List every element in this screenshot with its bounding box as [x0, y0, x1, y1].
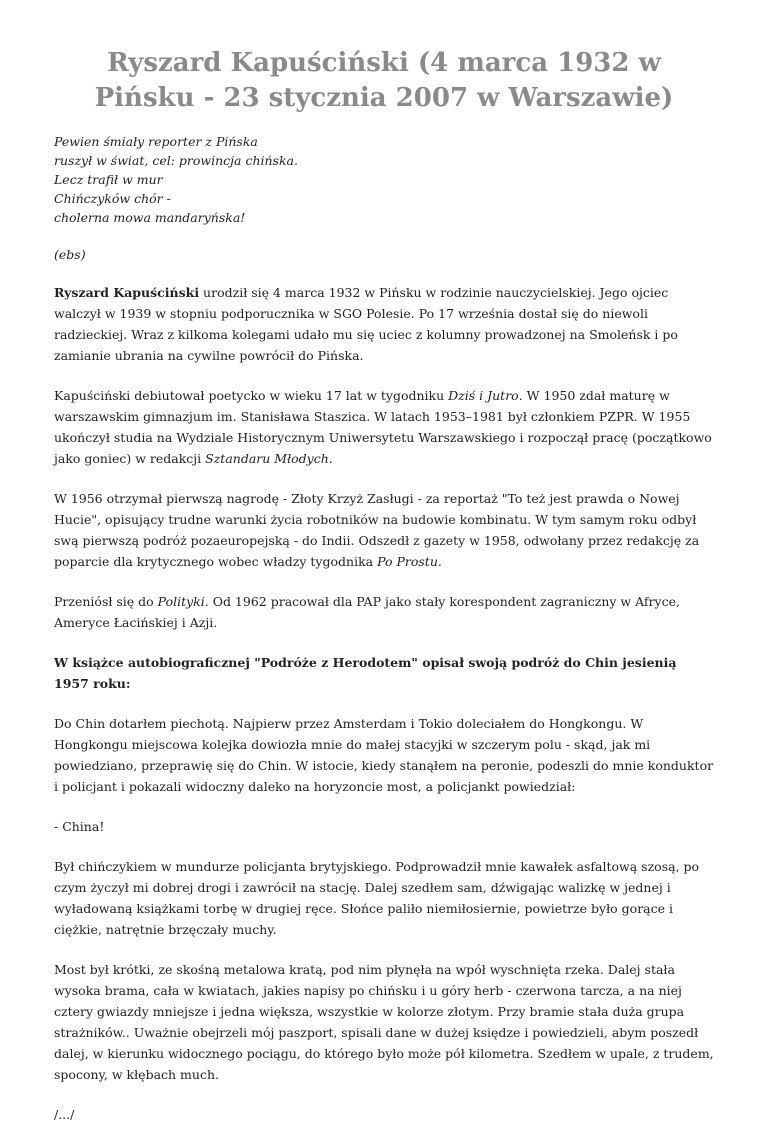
- paragraph-quote-1: Do Chin dotarłem piechotą. Najpierw przez Amsterdam i Tokio doleciałem do Hongkongu. W Hongkongu miejscowa kolejka dowiozła mnie do małej stacyjki w szczerym polu - skąd, jak mi powiedziano, przeprawię się do Chin. W istocie, kiedy stanąłem na peronie, podeszli do mnie konduktor i policjant i pokazali widoczny daleko na horyzoncie most, a policjankt powiedział:: [54, 716, 714, 794]
- paragraph-text: Przeniósł się do: [54, 594, 158, 609]
- paragraph-ellipsis: /.../: [54, 1107, 75, 1122]
- paragraph-quote-3: Most był krótki, ze skośną metalowa kratą, pod nim płynęła na wpół wyschnięta rzeka. Dalej stała wysoka brama, cała w kwiatach, jakies napisy po chińsku i u góry herb - czerwona tarcza, a na niej cztery gwiazdy mniejsze i jedna większa, wszystkie w kolorze złotym. Przy bramie stała duża grupa strażników.. Uważnie obejrzeli mój paszport, spisali dane w dużej księdze i powiedzieli, abym poszedł dalej, w kierunku widocznego pociągu, do którego było może pół kilometra. Szedłem w upale, z trudem, spocony, w kłębach much.: [54, 962, 714, 1082]
- page-title: Ryszard Kapuściński (4 marca 1932 w Pińsku - 23 stycznia 2007 w Warszawie): [94, 48, 674, 113]
- subject-name: Ryszard Kapuściński: [54, 285, 200, 300]
- magazine-title: Dziś i Jutro: [448, 388, 519, 403]
- paragraph-award: [54, 488, 714, 572]
- poem-line: cholerna mowa mandaryńska!: [54, 210, 246, 225]
- limerick-poem: [54, 132, 714, 227]
- paragraph-debut: [54, 385, 714, 469]
- paragraph-text: . Od 1962 pracował dla PAP jako stały korespondent zagraniczny w Afryce, Ameryce Łacińskiej i Azji.: [54, 594, 680, 630]
- poem-line: Pewien śmiały reporter z Pińska: [54, 134, 258, 149]
- paragraph-text: urodził się 4 marca 1932 w Pińsku w rodzinie nauczycielskiej. Jego ojciec walczył w 1939 w stopniu podporucznika w SGO Polesie. Po 17 września dostał się do niewoli radzieckiej. Wraz z kilkoma kolegami udało mu się uciec z kolumny prowadzonej na Smoleńsk i po zamianie ubrania na cywilne powrócił do Pińska.: [54, 285, 678, 363]
- magazine-title: Po Prostu: [377, 554, 438, 569]
- poem-line: ruszył w świat, cel: prowincja chińska.: [54, 153, 298, 168]
- magazine-title: Polityki: [157, 594, 205, 609]
- poem-author: (ebs): [54, 247, 86, 262]
- paragraph-text: .: [328, 451, 333, 466]
- paragraph-text: . W 1950 zdał maturę w warszawskim gimnazjum im. Stanisława Staszica. W latach 1953–1981 był członkiem PZPR. W 1955 ukończył studia na Wydziale Historycznym Uniwersytetu Warszawskiego i rozpoczął pracę (początkowo jako goniec) w redakcji: [54, 388, 712, 466]
- paragraph-polityka: [54, 591, 714, 633]
- paragraph-herodotus-intro: W książce autobiograficznej "Podróże z Herodotem" opisał swoją podróż do Chin jesienią 1957 roku:: [54, 655, 677, 691]
- paragraph-quote-2: Był chińczykiem w mundurze policjanta brytyjskiego. Podprowadził mnie kawałek asfaltową szosą, po czym życzył mi dobrej drogi i zawrócił na stację. Dalej szedłem sam, dźwigając walizkę w jednej i wyładowaną książkami torbę w drugiej ręce. Słońce paliło niemiłosiernie, powietrze było gorące i ciężkie, natrętnie brzęczały muchy.: [54, 859, 700, 937]
- paragraph-text: W 1956 otrzymał pierwszą nagrodę - Złoty Krzyż Zasługi - za reportaż "To też jest prawda o Nowej Hucie", opisujący trudne warunki życia robotników na budowie kombinatu. W tym samym roku odbył swą pierwszą podróż pozaeuropejską - do Indii. Odszedł z gazety w 1958, odwołany przez redakcję za poparcie dla krytycznego wobec władzy tygodnika: [54, 491, 700, 569]
- magazine-title: Sztandaru Młodych: [205, 451, 329, 466]
- paragraph-text: Kapuściński debiutował poetycko w wieku 17 lat w tygodniku: [54, 388, 449, 403]
- poem-line: Chińczyków chór -: [54, 191, 171, 206]
- poem-line: Lecz trafił w mur: [54, 172, 163, 187]
- paragraph-biography: [54, 282, 714, 366]
- paragraph-text: .: [437, 554, 442, 569]
- paragraph-quote-china: - China!: [54, 819, 105, 834]
